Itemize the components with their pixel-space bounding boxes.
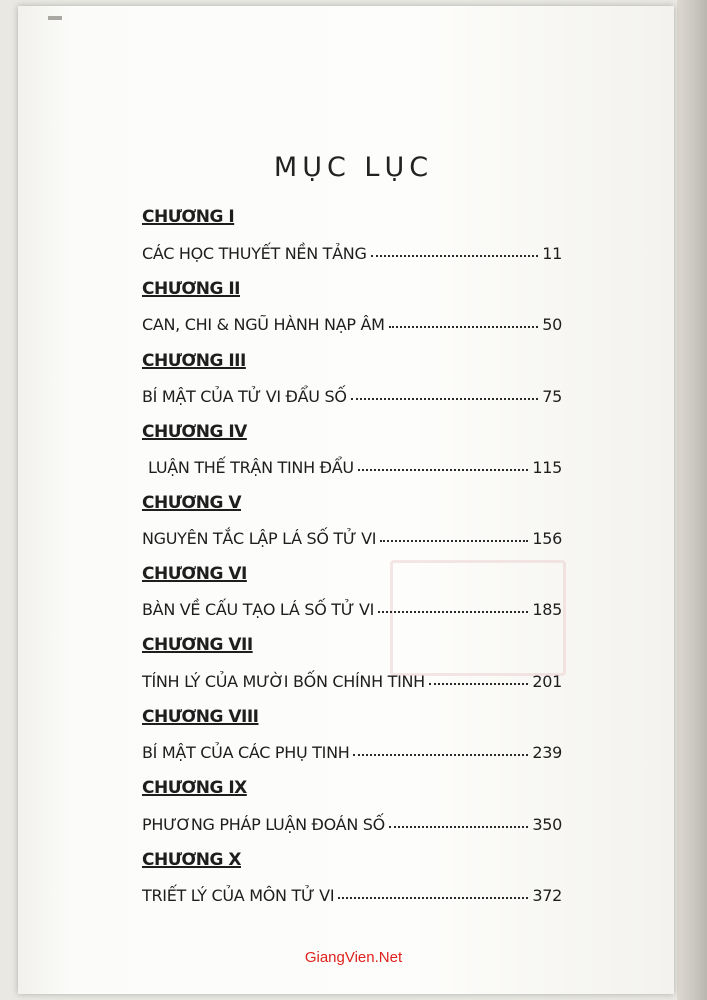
entry-title: TÍNH LÝ CỦA MƯỜI BỐN CHÍNH TINH [142,672,425,691]
dot-leader [389,825,528,828]
entry-title: TRIẾT LÝ CỦA MÔN TỬ VI [142,886,335,905]
entry-page: 350 [532,815,562,834]
toc-entry [142,600,562,619]
chapter-label: CHƯƠNG II [142,279,241,299]
dot-leader [353,753,528,756]
toc-entry [142,529,562,548]
entry-title: PHƯƠNG PHÁP LUẬN ĐOÁN SỐ [142,815,385,834]
toc-entry [142,743,562,762]
dot-leader [351,397,539,400]
entry-title: LUẬN THẾ TRẬN TINH ĐẨU [148,458,354,477]
entry-page: 185 [532,600,562,619]
toc-entry [142,886,562,905]
toc-entry [148,458,562,477]
dot-leader [429,682,528,685]
entry-title: BÀN VỀ CẤU TẠO LÁ SỐ TỬ VI [142,600,375,619]
chapter-label: CHƯƠNG VI [142,564,247,584]
entry-page: 372 [532,886,562,905]
page-title: MỤC LỤC [273,152,434,183]
chapter-label: CHƯƠNG V [142,493,242,513]
dot-leader [389,325,539,328]
dot-leader [358,468,529,471]
entry-title: NGUYÊN TẮC LẬP LÁ SỐ TỬ VI [142,529,377,548]
entry-page: 239 [532,743,562,762]
entry-title: CAN, CHI & NGŨ HÀNH NẠP ÂM [142,315,385,334]
toc-entry [142,315,562,334]
chapter-label: CHƯƠNG X [142,850,241,870]
site-watermark: GiangVien.Net [304,949,403,966]
dot-leader [378,610,528,613]
toc-entry [142,387,562,406]
dot-leader [380,539,528,542]
chapter-label: CHƯƠNG VIII [142,707,259,727]
entry-title: BÍ MẬT CỦA TỬ VI ĐẨU SỐ [142,387,347,406]
entry-page: 50 [542,315,562,334]
entry-page: 11 [542,244,562,263]
entry-title: BÍ MẬT CỦA CÁC PHỤ TINH [142,743,350,762]
toc-entry [142,244,562,263]
dot-leader [371,254,539,257]
chapter-label: CHƯƠNG VII [142,635,253,655]
dot-leader [338,896,528,899]
chapter-label: CHƯƠNG IX [142,778,247,798]
chapter-label: CHƯƠNG III [142,351,246,371]
entry-page: 156 [532,529,562,548]
toc-entry [142,815,562,834]
entry-title: CÁC HỌC THUYẾT NỀN TẢNG [142,244,367,263]
chapter-label: CHƯƠNG I [142,207,235,227]
chapter-label: CHƯƠNG IV [142,422,247,442]
entry-page: 115 [532,458,562,477]
entry-page: 75 [542,387,562,406]
toc-entry [142,672,562,691]
entry-page: 201 [532,672,562,691]
